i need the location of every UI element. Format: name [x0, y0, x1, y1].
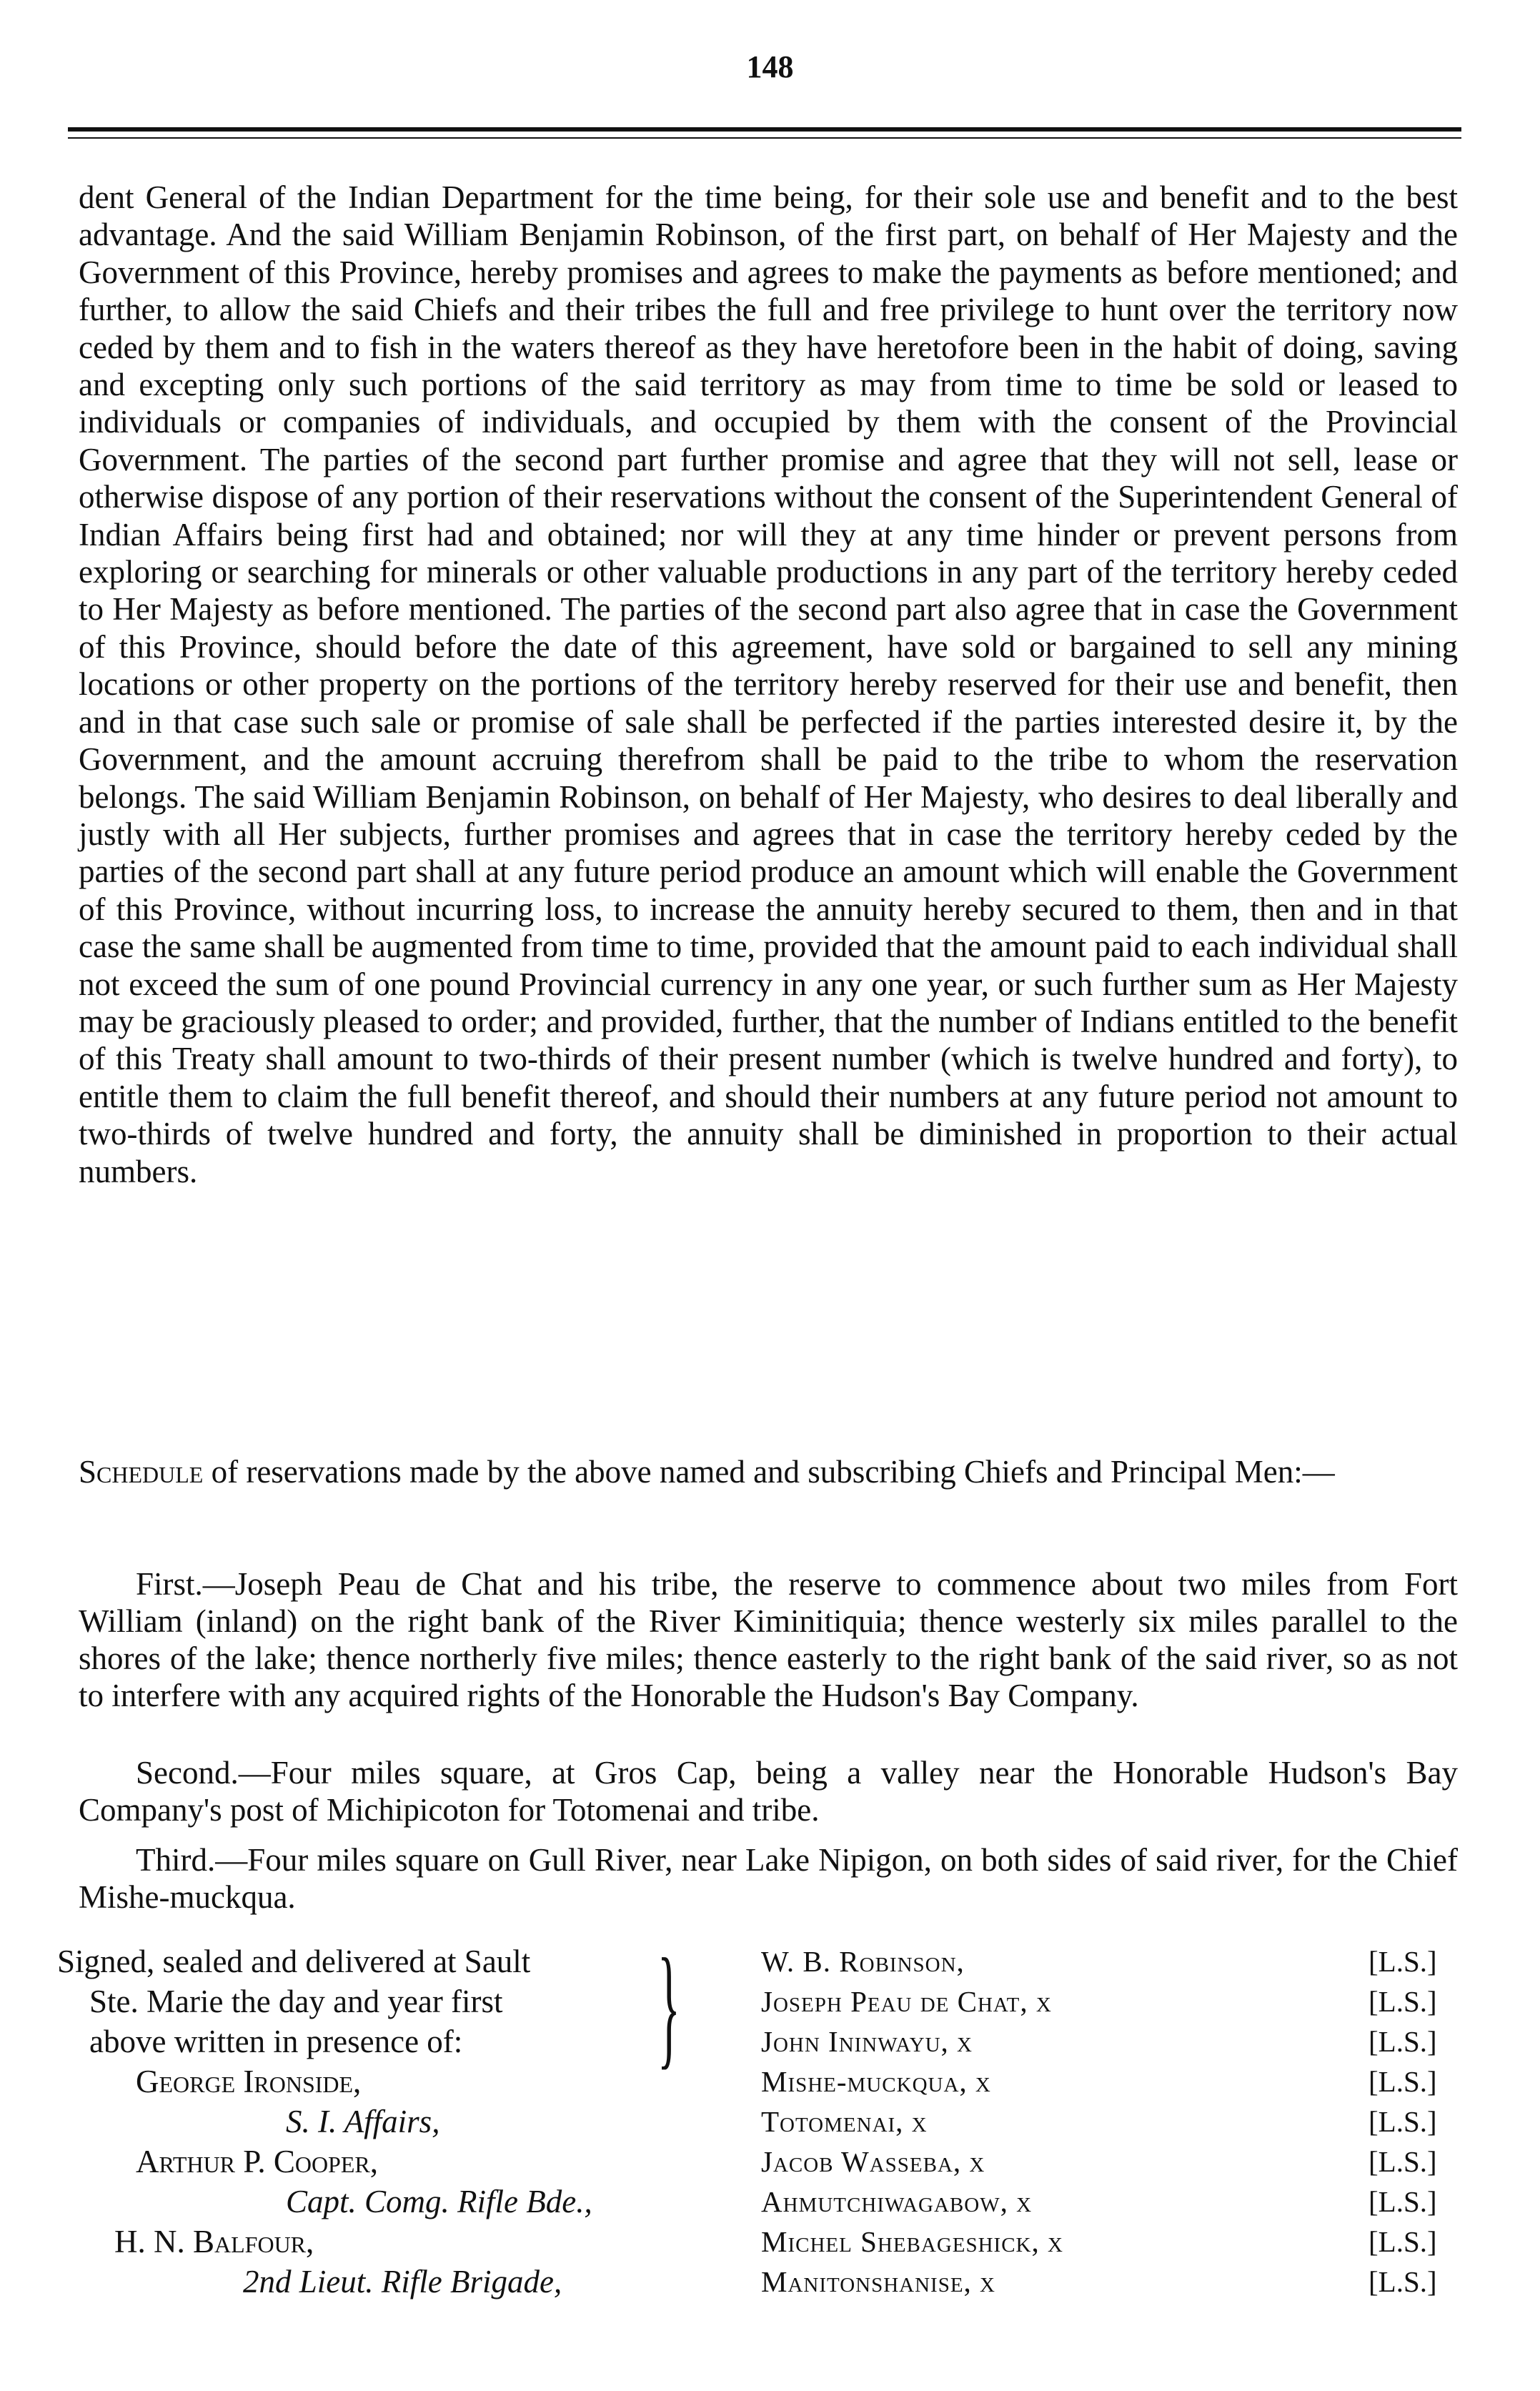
seal-mark: [L.S.] [1368, 2185, 1437, 2218]
seal-mark: [L.S.] [1368, 1985, 1437, 2018]
schedule-heading-text: of reservations made by the above named and subscribing Chiefs and Principal Men:— [203, 1454, 1335, 1490]
signatory-name: Totomenai, x [761, 2105, 928, 2138]
signing-statement-line: Ste. Marie the day and year first [89, 1984, 503, 2019]
signatory-name: Michel Shebageshick, x [761, 2225, 1063, 2258]
seal-mark: [L.S.] [1368, 2225, 1437, 2258]
seal-mark: [L.S.] [1368, 2265, 1437, 2298]
witness-name: Arthur P. Cooper, [136, 2144, 378, 2179]
statement-brace: } [657, 1931, 680, 2081]
signatory-row [761, 1981, 1476, 2021]
seal-mark: [L.S.] [1368, 1945, 1437, 1978]
signatory-name: Ahmutchiwagabow, x [761, 2185, 1033, 2218]
signatory-row [761, 2102, 1476, 2142]
schedule-second: Second.—Four miles square, at Gros Cap, being a valley near the Honorable Hudson's Bay Company's post of Michipicoton for Totomenai and tribe. [79, 1755, 1458, 1828]
witness-title: Capt. Comg. Rifle Bde., [286, 2184, 592, 2219]
signing-statement-line: Signed, sealed and delivered at Sault [57, 1944, 531, 1979]
signatory-row [761, 2061, 1476, 2102]
schedule-heading [79, 1453, 1458, 1490]
signatory-row [761, 2021, 1476, 2061]
witness-name: H. N. Balfour, [114, 2224, 314, 2259]
page-number: 148 [746, 49, 794, 84]
signatory-name: Joseph Peau de Chat, x [761, 1985, 1052, 2018]
signatory-row [761, 1941, 1476, 1981]
witness-title: 2nd Lieut. Rifle Brigade, [243, 2264, 562, 2300]
witness-name: George Ironside, [136, 2064, 362, 2099]
signatories-list [761, 1941, 1476, 2302]
signing-statement [57, 1941, 686, 2061]
seal-mark: [L.S.] [1368, 2065, 1437, 2098]
signatory-row [761, 2222, 1476, 2262]
header-rule-thick [68, 127, 1461, 132]
schedule-heading-word: Schedule [79, 1454, 204, 1490]
signatory-name: Jacob Wasseba, x [761, 2145, 985, 2178]
witness-title: S. I. Affairs, [286, 2104, 440, 2139]
signatory-name: Manitonshanise, x [761, 2265, 995, 2298]
header-rule-thin [68, 137, 1461, 139]
schedule-third: Third.—Four miles square on Gull River, near Lake Nipigon, on both sides of said river, for the Chief Mishe-muckqua. [79, 1842, 1458, 1915]
signing-statement-line: above written in presence of: [89, 2024, 463, 2059]
seal-mark: [L.S.] [1368, 2025, 1437, 2058]
signatory-name: W. B. Robinson, [761, 1945, 965, 1978]
seal-mark: [L.S.] [1368, 2145, 1437, 2178]
signatory-row [761, 2182, 1476, 2222]
signatory-name: Mishe-muckqua, x [761, 2065, 991, 2098]
treaty-body-paragraph: dent General of the Indian Department for the time being, for their sole use and benefit and to the best advantage. And the said William Benjamin Robinson, of the first part, on behalf of Her Majesty and the Government of this Province, hereby promises and agrees to make the payments as before mentioned; and further, to allow the said Chiefs and their tribes the full and free privilege to hunt over the territory now ceded by them and to fish in the waters thereof as they have heretofore been in the habit of doing, saving and excepting only such portions of the said territory as may from time to time be sold or leased to individuals or companies of individuals, and occupied by them with the consent of the Provincial Government. The parties of the second part further promise and agree that they will not sell, lease or otherwise dispose of any portion of their reservations without the consent of the Superintendent General of Indian Affairs being first had and obtained; nor will they at any time hinder or prevent persons from exploring or searching for minerals or other valuable productions in any part of the territory hereby ceded to Her Majesty as before mentioned. The parties of the second part also agree that in case the Government of this Province, should before the date of this agreement, have sold or bargained to sell any mining locations or other property on the portions of the territory hereby reserved for their use and benefit, then and in that case such sale or promise of sale shall be perfected if the parties interested desire it, by the Government, and the amount accruing therefrom shall be paid to the tribe to whom the reservation belongs. The said William Benjamin Robinson, on behalf of Her Majesty, who desires to deal liberally and justly with all Her subjects, further promises and agrees that in case the territory hereby ceded by the parties of the second part shall at any future period produce an amount which will enable the Government of this Province, without incurring loss, to increase the annuity hereby secured to them, then and in that case the same shall be augmented from time to time, provided that the amount paid to each individual shall not exceed the sum of one pound Provincial currency in any one year, or such further sum as Her Majesty may be graciously pleased to order; and provided, further, that the number of Indians entitled to the benefit of this Treaty shall amount to two-thirds of their present number (which is twelve hundred and forty), to entitle them to claim the full benefit thereof, and should their numbers at any future period not amount to two-thirds of twelve hundred and forty, the annuity shall be diminished in proportion to their actual numbers. [79, 179, 1458, 1189]
signatory-row [761, 2262, 1476, 2302]
signing-block [57, 1931, 686, 2302]
signatory-name: John Ininwayu, x [761, 2025, 973, 2058]
schedule-first: First.—Joseph Peau de Chat and his tribe, the reserve to commence about two miles from Fort William (inland) on the right bank of the River Kiminitiquia; thence westerly six miles parallel to the shores of the lake; thence northerly five miles; thence easterly to the right bank of the said river, so as not to interfere with any acquired rights of the Honorable the Hudson's Bay Company. [79, 1566, 1458, 1713]
signatory-row [761, 2142, 1476, 2182]
seal-mark: [L.S.] [1368, 2105, 1437, 2138]
